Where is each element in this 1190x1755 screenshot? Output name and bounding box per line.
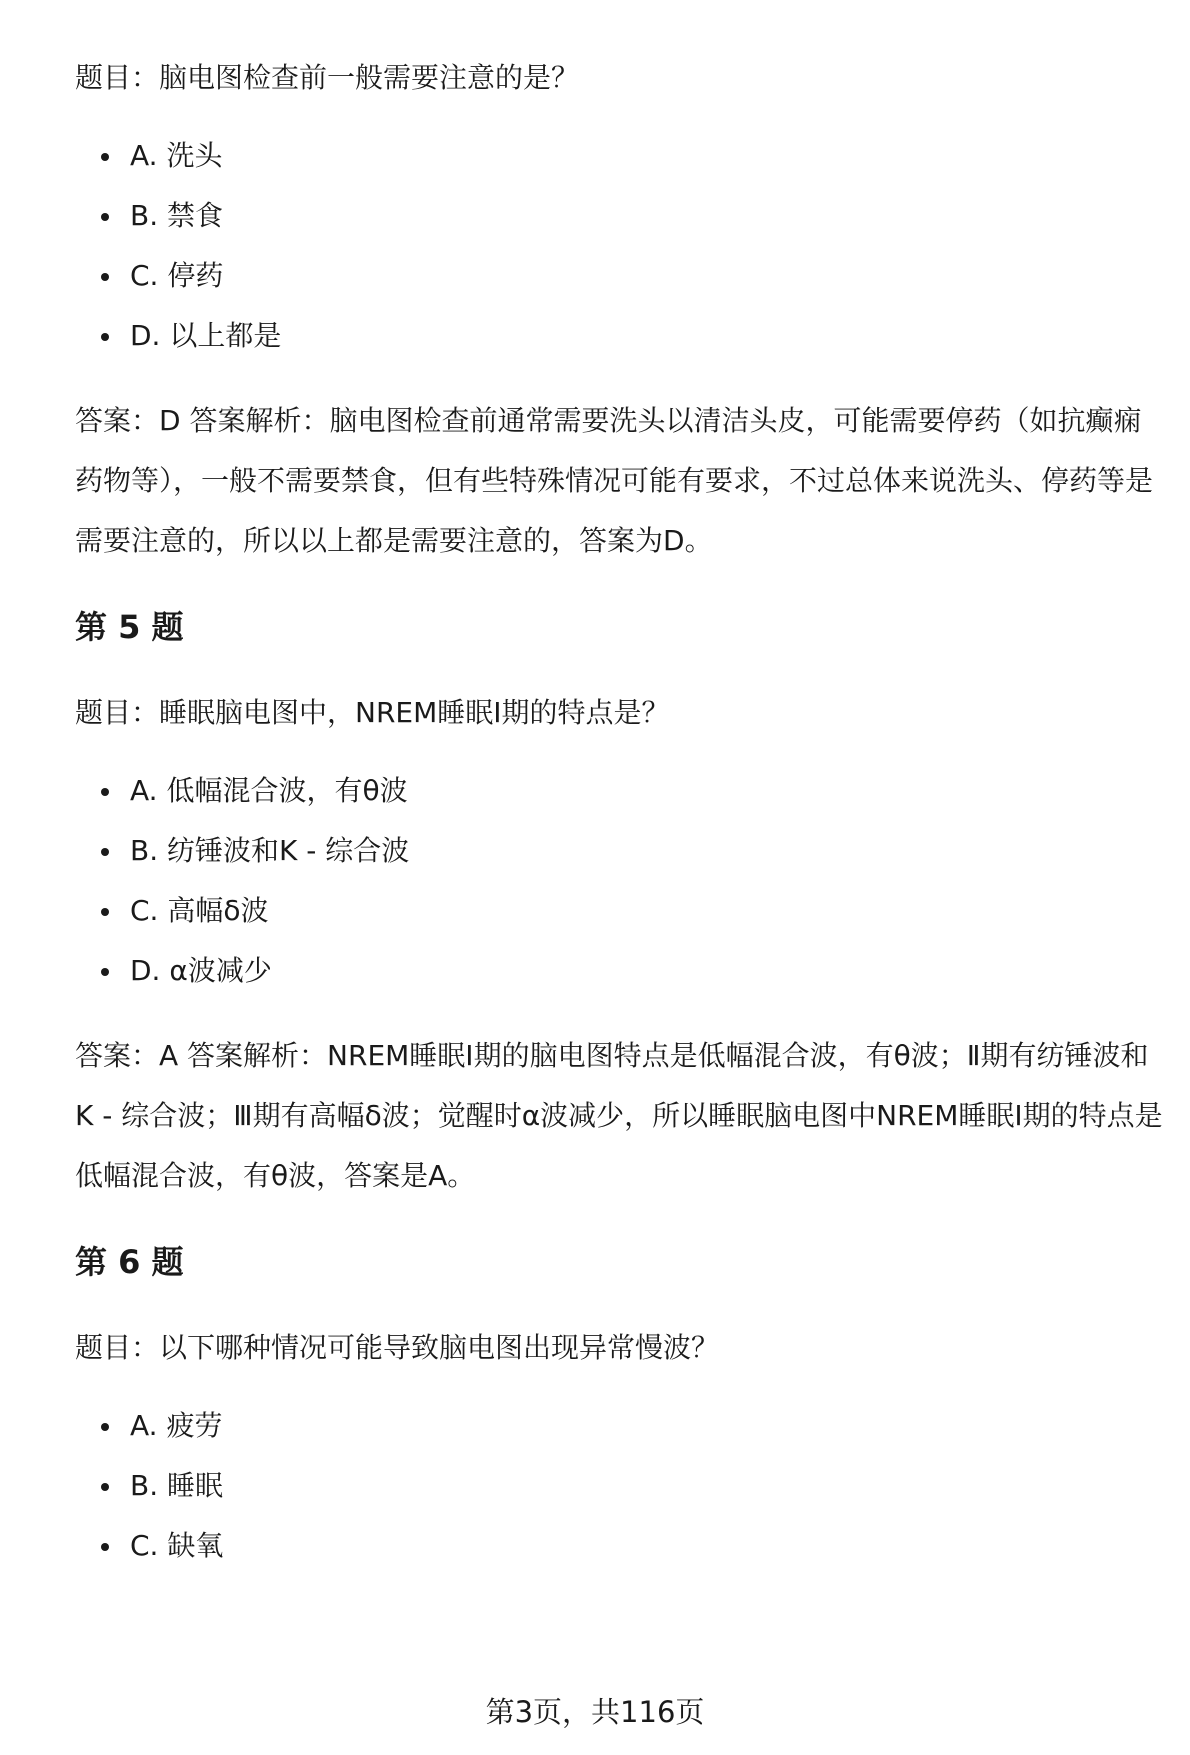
q6-option-c: C. 缺氧 (75, 1526, 1165, 1586)
q6-question: 题目：以下哪种情况可能导致脑电图出现异常慢波？ (75, 1331, 720, 1364)
bullet-icon (101, 333, 109, 341)
q4-options (75, 136, 1165, 376)
q6-option-a: A. 疲劳 (75, 1406, 1165, 1466)
bullet-icon (101, 908, 109, 916)
bullet-icon (101, 968, 109, 976)
bullet-icon (101, 1483, 109, 1491)
q5-options (75, 771, 1165, 1011)
page-footer: 第3页，共116页 (485, 1695, 705, 1729)
bullet-icon (101, 153, 109, 161)
q5-question: 题目：睡眠脑电图中，NREM睡眠Ⅰ期的特点是？ (75, 696, 670, 729)
bullet-icon (101, 788, 109, 796)
q4-option-c: C. 停药 (75, 256, 1165, 316)
bullet-icon (101, 848, 109, 856)
q4-option-d: D. 以上都是 (75, 316, 1165, 376)
q5-title: 第 5 题 (75, 608, 184, 646)
document-page (75, 58, 1165, 1586)
q6-options (75, 1406, 1165, 1586)
q6-option-b: B. 睡眠 (75, 1466, 1165, 1526)
q5-option-d: D. α波减少 (75, 951, 1165, 1011)
q5-answer: 答案：A 答案解析：NREM睡眠Ⅰ期的脑电图特点是低幅混合波，有θ波；Ⅱ期有纺锤波和K - 综合波；Ⅲ期有高幅δ波；觉醒时α波减少，所以睡眠脑电图中NREM睡眠Ⅰ期的特点是低幅混合波，有θ波，答案是A。 (75, 1039, 1163, 1192)
q4-option-a: A. 洗头 (75, 136, 1165, 196)
bullet-icon (101, 273, 109, 281)
bullet-icon (101, 1543, 109, 1551)
q6-title: 第 6 题 (75, 1243, 184, 1281)
q5-option-b: B. 纺锤波和K - 综合波 (75, 831, 1165, 891)
bullet-icon (101, 213, 109, 221)
q4-question: 题目：脑电图检查前一般需要注意的是？ (75, 61, 580, 94)
q5-option-c: C. 高幅δ波 (75, 891, 1165, 951)
q4-option-b: B. 禁食 (75, 196, 1165, 256)
q5-option-a: A. 低幅混合波，有θ波 (75, 771, 1165, 831)
q4-answer: 答案：D 答案解析：脑电图检查前通常需要洗头以清洁头皮，可能需要停药（如抗癫痫药物等），一般不需要禁食，但有些特殊情况可能有要求，不过总体来说洗头、停药等是需要注意的，所以以上都是需要注意的，答案为D。 (75, 404, 1154, 557)
bullet-icon (101, 1423, 109, 1431)
